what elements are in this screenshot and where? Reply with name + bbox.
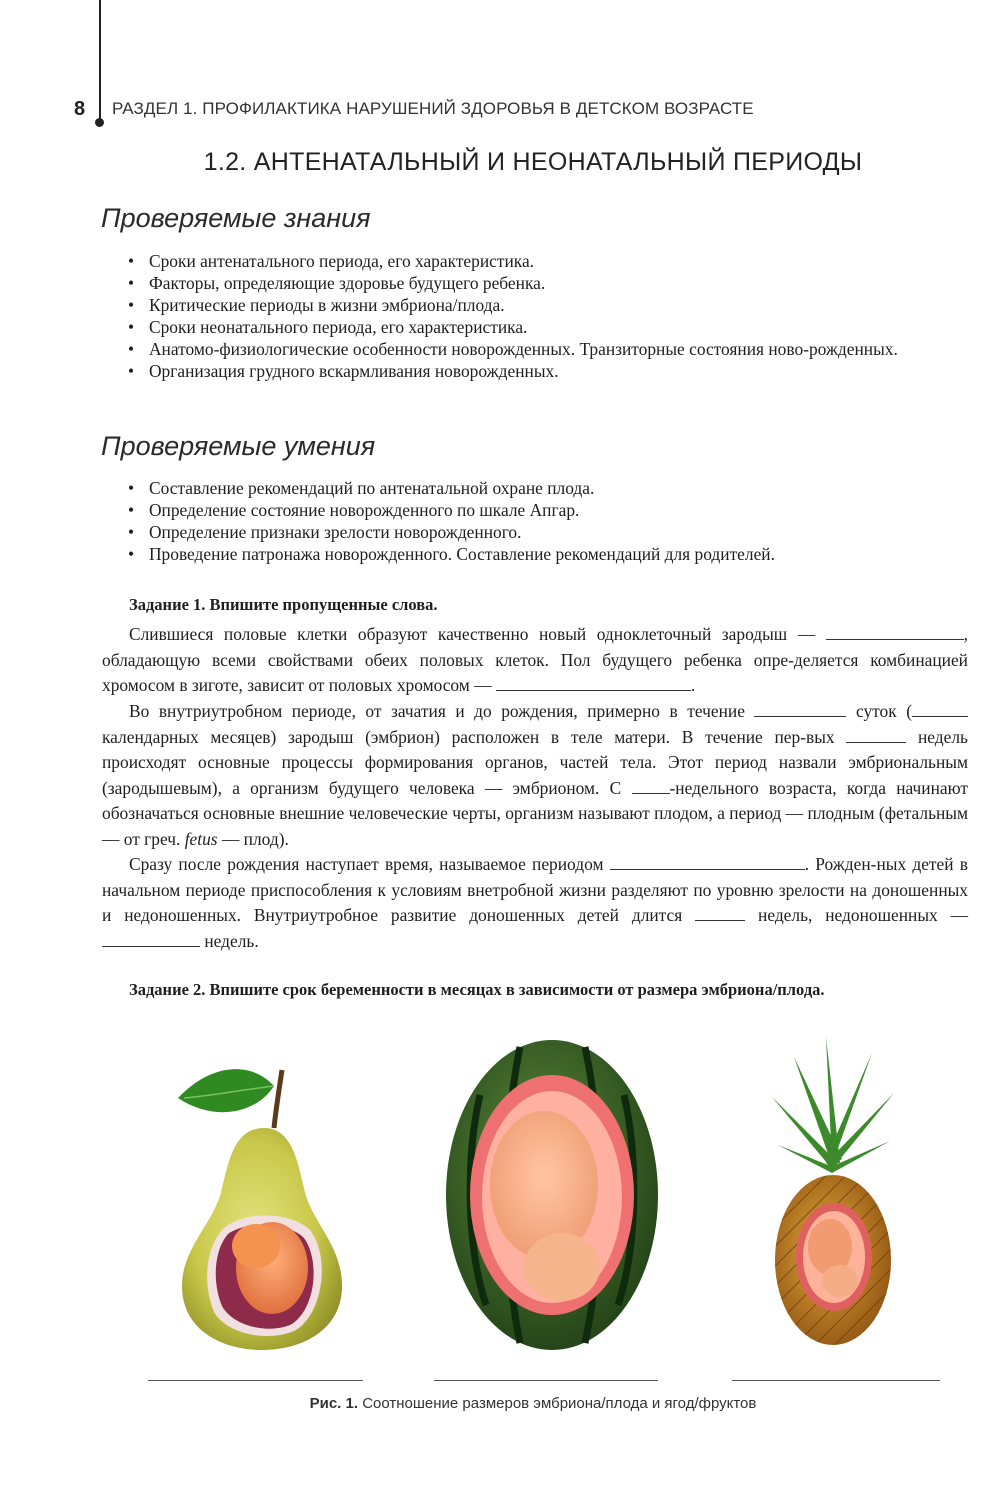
answer-blank[interactable] [826,624,964,640]
list-item: • Критические периоды в жизни эмбриона/плода. [124,294,968,316]
answer-line-pear[interactable] [148,1380,363,1381]
answer-line-watermelon[interactable] [434,1380,658,1381]
task1-paragraph-1: Слившиеся половые клетки образуют качественно новый одноклеточный зародыш — , обладающую всеми свойствами обеих половых клеток. Пол будущего ребенка опре-деляется комбинацией хромосом в зиготе, зависит от половых хромосом — . [102,624,968,695]
skills-list [124,477,968,565]
list-item: • Определение признаки зрелости новорожденного. [124,521,968,543]
task1-title: Задание 1. Впишите пропущенные слова. [129,595,438,614]
pear-embryo-illustration [170,1050,350,1350]
answer-blank[interactable] [695,905,745,921]
task2-title: Задание 2. Впишите срок беременности в месяцах в зависимости от размера эмбриона/плода. [129,980,825,999]
task1-paragraph-2: Во внутриутробном периоде, от зачатия и до рождения, примерно в течение суток ( календарных месяцев) зародыш (эмбрион) расположен в теле матери. В течение пер-вых недель происходят основные процессы формирования органов, частей тела. Этот период назвали эмбриональным (зародышевым), а организм будущего человека — эмбрионом. С -недельного возраста, когда начинают обозначаться основные внешние человеческие черты, организм называют плодом, а период — плодным (фетальным — от греч. fetus — плод). [102,701,968,849]
watermelon-fetus-illustration [440,1035,665,1355]
answer-blank[interactable] [754,701,846,717]
knowledge-heading: Проверяемые знания [101,203,371,233]
page-number: 8 [74,98,86,120]
list-item: • Определение состояние новорожденного по шкале Апгар. [124,499,968,521]
answer-blank[interactable] [912,701,968,717]
section-title: 1.2. АНТЕНАТАЛЬНЫЙ И НЕОНАТАЛЬНЫЙ ПЕРИОДЫ [203,148,863,176]
figure-caption-label: Рис. 1. [309,1395,359,1412]
answer-blank[interactable] [610,854,805,870]
list-item: • Проведение патронажа новорожденного. Составление рекомендаций для родителей. [124,543,968,565]
list-item: • Составление рекомендаций по антенатальной охране плода. [124,477,968,499]
answer-blank[interactable] [496,675,691,691]
list-item: • Факторы, определяющие здоровье будущего ребенка. [124,272,968,294]
margin-dot [95,118,104,127]
answer-blank[interactable] [846,727,906,743]
skills-heading: Проверяемые умения [101,431,376,461]
answer-line-pineapple[interactable] [732,1380,940,1381]
list-item: • Анатомо-физиологические особенности новорожденных. Транзиторные состояния ново-рожденных. [124,338,968,360]
task1-paragraph-3: Сразу после рождения наступает время, называемое периодом . Рожден-ных детей в начальном периоде приспособления к условиям внетробной жизни разделяют по уровню зрелости на доношенных и недоношенных. Внутриутробное развитие доношенных детей длится недель, недоношенных — недель. [102,854,968,951]
fetus [490,1111,598,1259]
margin-rule [99,0,101,120]
figure-caption [0,1395,1000,1412]
running-header: РАЗДЕЛ 1. ПРОФИЛАКТИКА НАРУШЕНИЙ ЗДОРОВЬЯ В ДЕТСКОМ ВОЗРАСТЕ [112,99,754,118]
knowledge-list [124,250,968,382]
pear-leaf [178,1069,274,1112]
pineapple-crown [772,1037,894,1173]
list-item: • Сроки антенатального периода, его характеристика. [124,250,968,272]
answer-blank[interactable] [102,931,200,947]
pineapple-fetus-illustration [768,1035,898,1350]
answer-blank[interactable] [632,778,670,794]
pear-stem [274,1070,282,1128]
list-item: • Организация грудного вскармливания новорожденных. [124,360,968,382]
figure-caption-text: Соотношение размеров эмбриона/плода и ягод/фруктов [362,1395,757,1412]
list-item: • Сроки неонатального периода, его характеристика. [124,316,968,338]
